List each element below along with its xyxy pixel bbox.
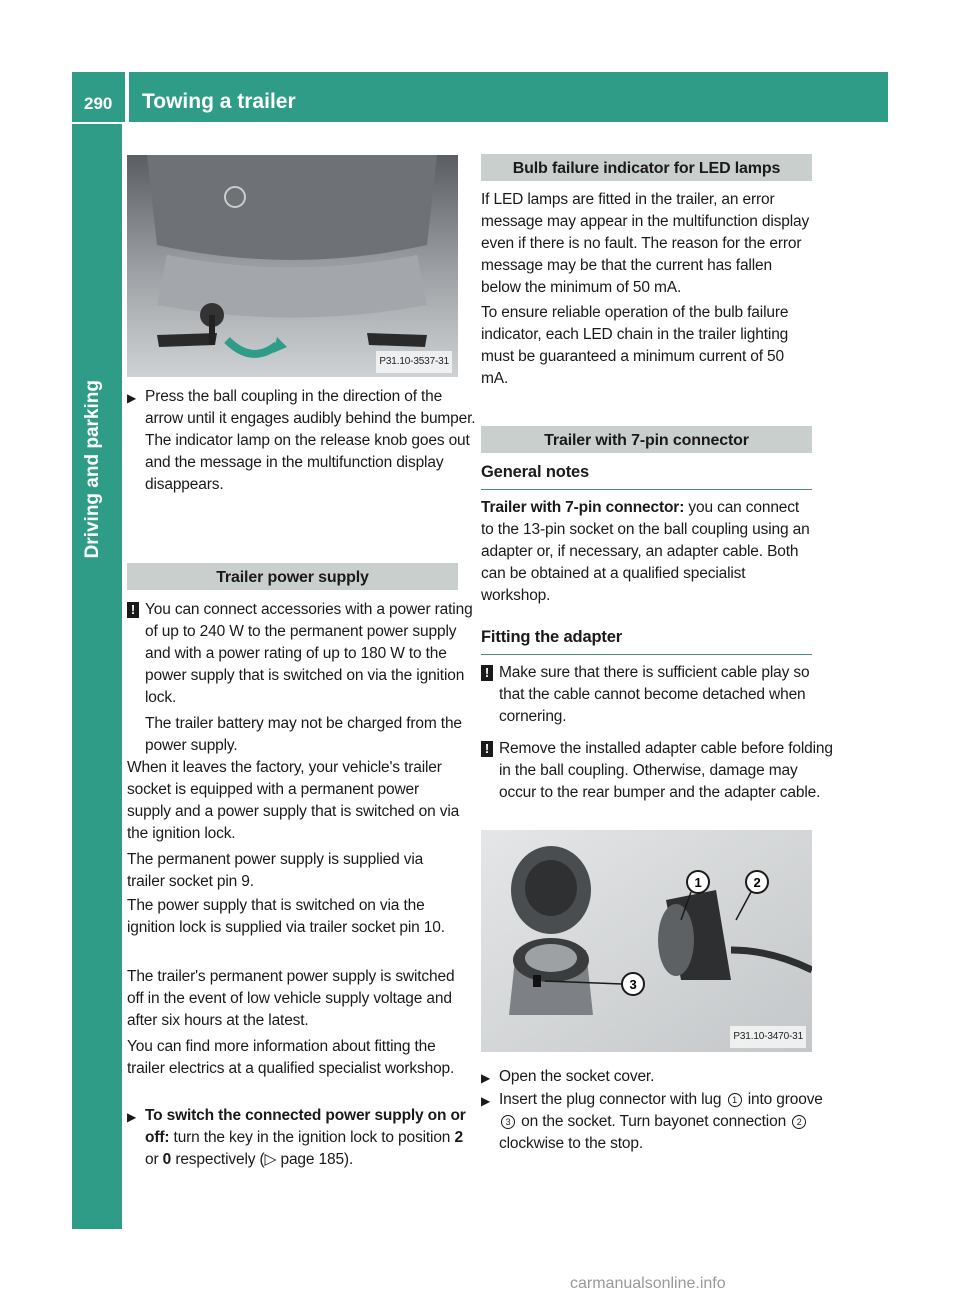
warning-icon: ! [127,602,139,618]
warning-icon: ! [481,741,493,757]
paragraph-led-error: If LED lamps are fitted in the trailer, an error message may appear in the multifunction display even if there is no fault. The reason for the error message may be that the current has fallen below the minimum of 50 mA. [481,191,810,296]
figure-caption: P31.10-3537-31 [376,351,452,373]
page-header [72,72,888,122]
warning-cable-play: ! Make sure that there is sufficient cable play so that the cable cannot become detached when cornering. [481,662,833,728]
callout-ref-2: 2 [792,1115,806,1129]
step-arrow-icon: ▶ [127,391,137,405]
step-arrow-icon: ▶ [481,1094,491,1108]
page-number: 290 [84,94,113,113]
step-insert-plug: ▶ Insert the plug connector with lug 1 into groove 3 on the socket. Turn bayonet connection 2 clockwise to the stop. [481,1091,823,1152]
callout-ref-1: 1 [728,1093,742,1107]
section-header-power-supply: Trailer power supply [127,563,458,590]
section-header-7pin: Trailer with 7-pin connector [481,426,812,453]
paragraph-min-current: To ensure reliable operation of the bulb failure indicator, each LED chain in the trailer lighting must be guaranteed a minimum current of 50 mA. [481,304,789,387]
subheading-general-notes: General notes [481,461,812,490]
page-title: Towing a trailer [142,90,296,113]
callout-1: 1 [694,875,702,890]
step-press-coupling: ▶ Press the ball coupling in the direction of the arrow until it engages audibly behind the bumper. The indicator lamp on the release knob goes out and the message in the multifunction display disappears. [127,388,476,493]
socket-adapter-figure [481,830,812,1052]
paragraph-factory: When it leaves the factory, your vehicle's trailer socket is equipped with a permanent power supply and a power supply that is switched on via the ignition lock. [127,759,460,842]
car-rear-illustration [127,155,458,377]
subheading-fitting-adapter: Fitting the adapter [481,626,812,655]
figure-caption: P31.10-3470-31 [730,1026,806,1048]
callout-2: 2 [753,875,761,890]
warning-accessories: ! You can connect accessories with a power rating of up to 240 W to the permanent power supply and with a power rating of up to 180 W to the power supply that is switched on via the ignition lock. The trailer battery may not be charged from the power supply. [127,599,479,757]
step-arrow-icon: ▶ [127,1110,137,1124]
callout-ref-3: 3 [501,1115,515,1129]
callout-3: 3 [629,977,637,992]
warning-icon: ! [481,665,493,681]
paragraph-7pin: Trailer with 7-pin connector: you can connect to the 13-pin socket on the ball coupling using an adapter or, if necessary, an adapter cable. Both can be obtained at a qualified specialist workshop. [481,499,810,604]
step-arrow-icon: ▶ [481,1071,491,1085]
header-divider [125,72,129,122]
watermark: carmanualsonline.info [570,1275,726,1292]
section-header-bulb-failure: Bulb failure indicator for LED lamps [481,154,812,181]
ball-coupling-figure [127,155,458,377]
chapter-sidebar [72,124,122,1229]
socket-adapter-illustration [481,830,812,1052]
page-ref-arrow-icon: ▷ [264,1151,277,1168]
paragraph-switch-off: The trailer's permanent power supply is switched off in the event of low vehicle supply voltage and after six hours at the latest. [127,968,455,1029]
paragraph-pin10: The power supply that is switched on via the ignition lock is supplied via trailer socket pin 10. [127,897,445,936]
step-open-cover: ▶ Open the socket cover. [481,1066,833,1088]
warning-remove-adapter: ! Remove the installed adapter cable before folding in the ball coupling. Otherwise, damage may occur to the rear bumper and the adapter cable. [481,738,833,804]
page-reference-link[interactable]: page 185). [280,1151,354,1168]
step-switch-power: ▶ To switch the connected power supply on or off: turn the key in the ignition lock to position 2 or 0 respectively (▷ page 185). [127,1107,466,1168]
paragraph-pin9: The permanent power supply is supplied via trailer socket pin 9. [127,851,424,890]
chapter-label: Driving and parking [82,380,103,559]
paragraph-more-info: You can find more information about fitting the trailer electrics at a qualified specialist workshop. [127,1038,455,1077]
